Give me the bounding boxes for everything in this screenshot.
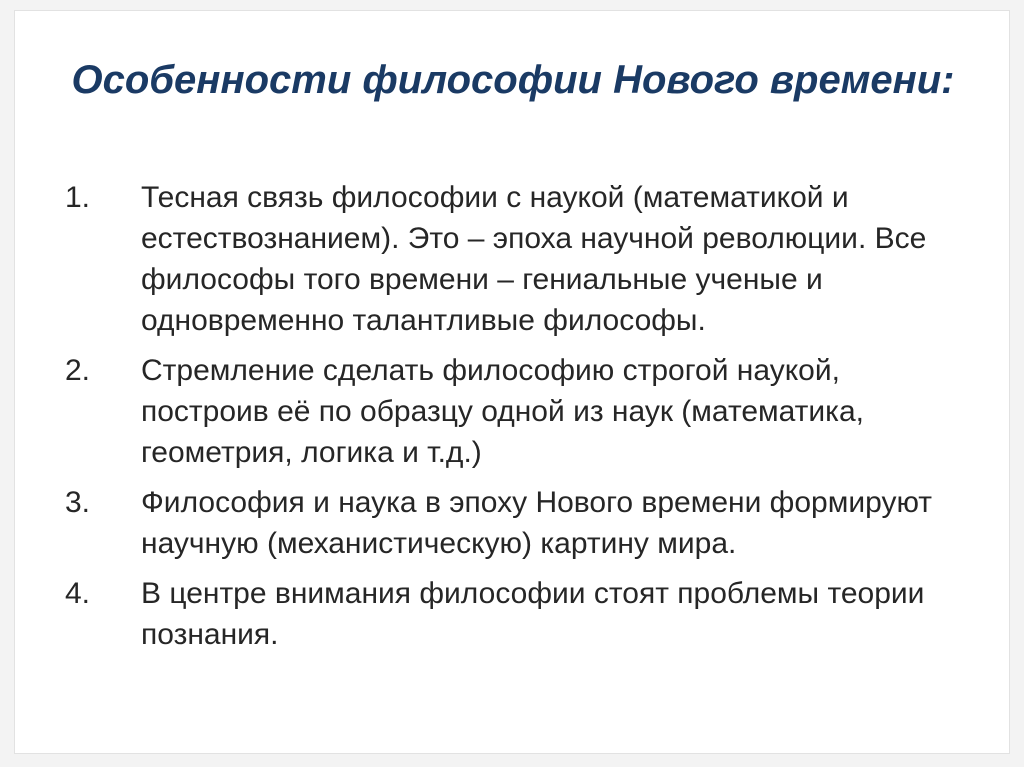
feature-list: [65, 177, 965, 664]
list-item: [65, 573, 965, 655]
list-item: [65, 177, 965, 341]
list-item-text: Стремление сделать философию строгой наукой, построив её по образцу одной из наук (математика, геометрия, логика и т.д.): [141, 354, 864, 469]
list-item-text: Философия и наука в эпоху Нового времени формируют научную (механистическую) картину мира.: [141, 486, 933, 560]
list-item-number: 2.: [65, 354, 91, 387]
slide-title: Особенности философии Нового времени:: [71, 58, 955, 102]
slide: [14, 10, 1010, 754]
list-item-number: 3.: [65, 486, 91, 519]
list-item-text: В центре внимания философии стоят проблемы теории познания.: [141, 577, 925, 651]
list-item: [65, 482, 965, 564]
list-item-number: 1.: [65, 181, 91, 214]
list-item-text: Тесная связь философии с наукой (математикой и естествознанием). Это – эпоха научной революции. Все философы того времени – гениальные ученые и одновременно талантливые философы.: [141, 181, 927, 337]
list-item-number: 4.: [65, 577, 91, 610]
list-item: [65, 350, 965, 473]
